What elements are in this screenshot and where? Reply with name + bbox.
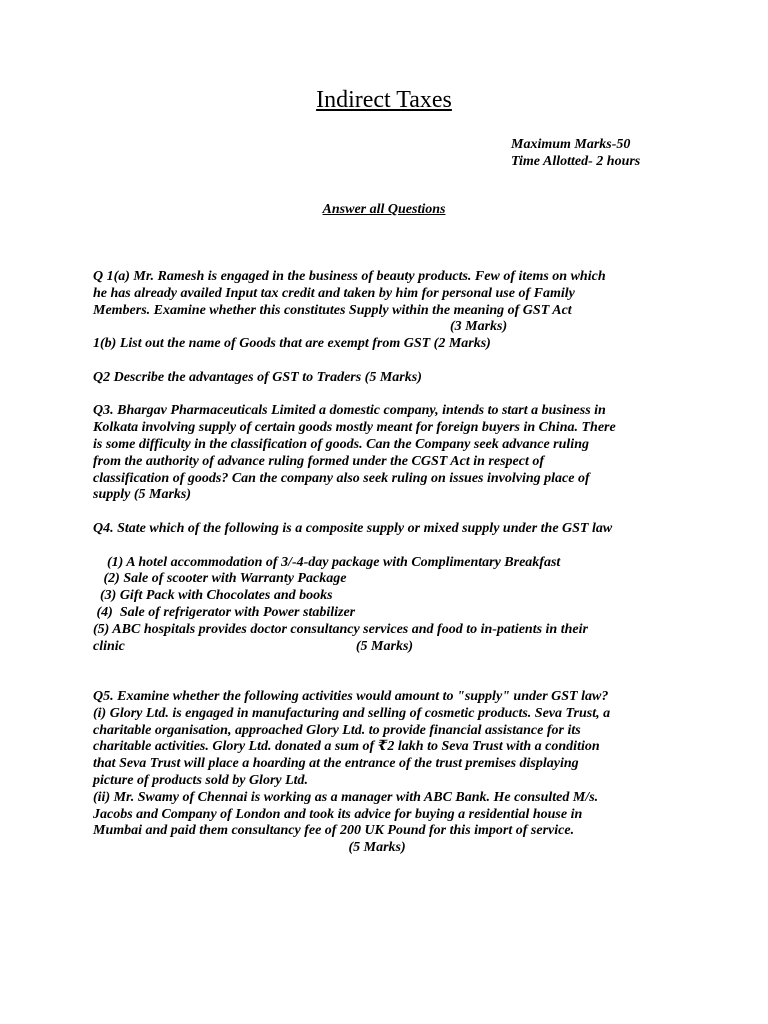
blank-line [93, 672, 693, 689]
question-text-line: Mumbai and paid them consultancy fee of 200 UK Pound for this import of service. [93, 823, 575, 839]
question-text-line: charitable organisation, approached Glory Ltd. to provide financial assistance for its [93, 722, 581, 738]
page-title: Indirect Taxes [316, 87, 452, 113]
blank-line [93, 387, 693, 404]
question-text-line: Kolkata involving supply of certain goods mostly meant for foreign buyers in China. There [93, 420, 616, 436]
question-text-line: that Seva Trust will place a hoarding at the entrance of the trust premises displaying [93, 756, 579, 772]
exam-info [511, 136, 640, 170]
question-text-line: Jacobs and Company of London and took its advice for buying a residential house in [93, 806, 583, 822]
question-text-line: (3 Marks) [93, 319, 508, 335]
question-text-line: charitable activities. Glory Ltd. donated a sum of ₹2 lakh to Seva Trust with a condition [93, 739, 600, 755]
question-text-line: (2) Sale of scooter with Warranty Package [93, 571, 347, 587]
question-text-line: Q4. State which of the following is a composite supply or mixed supply under the GST law [93, 520, 613, 536]
question-text-line: (3) Gift Pack with Chocolates and books [93, 588, 333, 604]
question-text-line: (i) Glory Ltd. is engaged in manufacturing and selling of cosmetic products. Seva Trust, a [93, 705, 611, 721]
instruction-heading: Answer all Questions [322, 202, 446, 217]
question-text-line: Q 1(a) Mr. Ramesh is engaged in the business of beauty products. Few of items on which [93, 269, 606, 284]
blank-line [93, 538, 693, 555]
question-text-line: (5 Marks) [93, 840, 406, 856]
blank-line [93, 353, 693, 370]
question-text-line: clinic (5 Marks) [93, 638, 414, 654]
question-text-line: Q3. Bhargav Pharmaceuticals Limited a domestic company, intends to start a business in [93, 403, 606, 419]
time-allotted: Time Allotted- 2 hours [511, 154, 641, 169]
question-text-line: classification of goods? Can the company also seek ruling on issues involving place of [93, 470, 590, 486]
question-text-line: Members. Examine whether this constitutes Supply within the meaning of GST Act [93, 302, 572, 318]
question-text-line: 1(b) List out the name of Goods that are exempt from GST (2 Marks) [93, 336, 491, 352]
question-text-line: Q2 Describe the advantages of GST to Traders (5 Marks) [93, 369, 422, 385]
question-body [93, 269, 693, 857]
question-text-line: Q5. Examine whether the following activities would amount to "supply" under GST law? [93, 688, 609, 704]
blank-line [93, 655, 693, 672]
question-text-line: he has already availed Input tax credit and taken by him for personal use of Family [93, 285, 575, 301]
question-text-line: (5) ABC hospitals provides doctor consultancy services and food to in-patients in their [93, 621, 588, 637]
question-text-line: picture of products sold by Glory Ltd. [93, 772, 309, 788]
question-text-line: (ii) Mr. Swamy of Chennai is working as a manager with ABC Bank. He consulted M/s. [93, 789, 599, 805]
question-text-line: from the authority of advance ruling formed under the CGST Act in respect of [93, 453, 544, 469]
question-text-line: (1) A hotel accommodation of 3/-4-day package with Complimentary Breakfast [93, 554, 561, 570]
blank-line [93, 504, 693, 521]
question-text-line: (4) Sale of refrigerator with Power stabilizer [93, 604, 356, 620]
maximum-marks: Maximum Marks-50 [511, 137, 631, 152]
question-text-line: is some difficulty in the classification of goods. Can the Company seek advance ruling [93, 436, 589, 452]
question-text-line: supply (5 Marks) [93, 487, 192, 503]
